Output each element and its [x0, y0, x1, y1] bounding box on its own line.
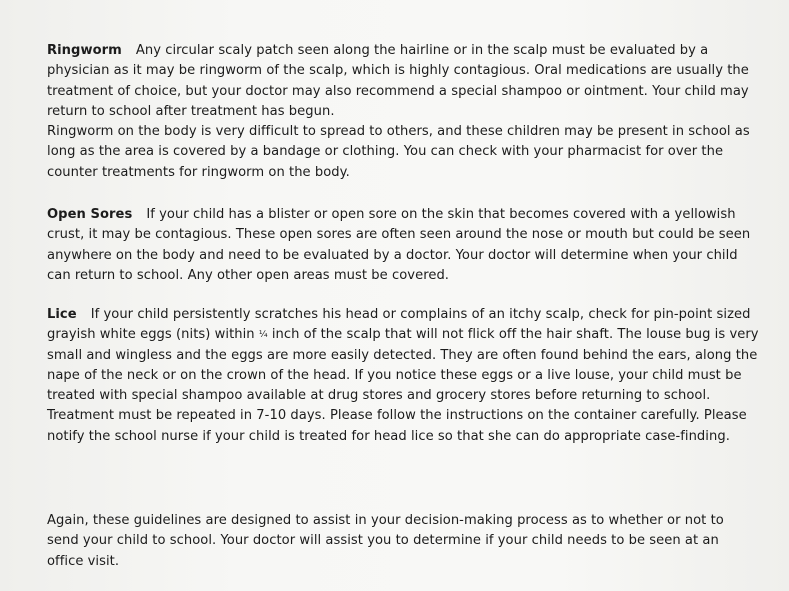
lice-section [47, 305, 759, 447]
lice-text-after-fraction: inch of the scalp that will not flick off the hair shaft. The louse bug is very small and wingless and the eggs are more easily detected. They are often found behind the ears, along the nape of the neck or on the crown of the head. If you notice these eggs or a live louse, your child must be treated with special shampoo available at drug stores and grocery stores before returning to school. Treatment must be repeated in 7-10 days. Please follow the instructions on the container carefully. Please notify the school nurse if your child is treated for head lice so that she can do appropriate case-finding. [47, 327, 759, 444]
ringworm-section [47, 41, 759, 183]
open-sores-section [47, 205, 759, 286]
ringworm-text-1: Any circular scaly patch seen along the hairline or in the scalp must be evaluated by a physician as it may be ringworm of the scalp, which is highly contagious. Oral medications are usually the treatment of choice, but your doctor may also recommend a special shampoo or ointment. Your child may return to school after treatment has begun. [47, 43, 749, 119]
closing-paragraph: Again, these guidelines are designed to assist in your decision-making process as to whether or not to send your child to school. Your doctor will assist you to determine if your child needs to be seen at an office visit. [47, 513, 724, 569]
ringworm-heading: Ringworm [47, 43, 122, 58]
lice-heading: Lice [47, 307, 77, 322]
open-sores-heading: Open Sores [47, 207, 133, 222]
open-sores-text: If your child has a blister or open sore on the skin that becomes covered with a yellowish crust, it may be contagious. These open sores are often seen around the nose or mouth but could be seen anywhere on the body and need to be evaluated by a doctor. Your doctor will determine when your child can return to school. Any other open areas must be covered. [47, 207, 751, 283]
ringworm-paragraph-2: Ringworm on the body is very difficult to spread to others, and these children may be present in school as long as the area is covered by a bandage or clothing. You can check with your pharmacist for over the counter treatments for ringworm on the body. [47, 124, 750, 180]
ringworm-paragraph-1 [47, 41, 759, 122]
lice-text-before-fraction: If your child persistently scratches his head or complains of an itchy scalp, check for pin-point sized grayish white eggs (nits) within [47, 307, 751, 343]
quarter-fraction: ¼ [258, 330, 268, 341]
